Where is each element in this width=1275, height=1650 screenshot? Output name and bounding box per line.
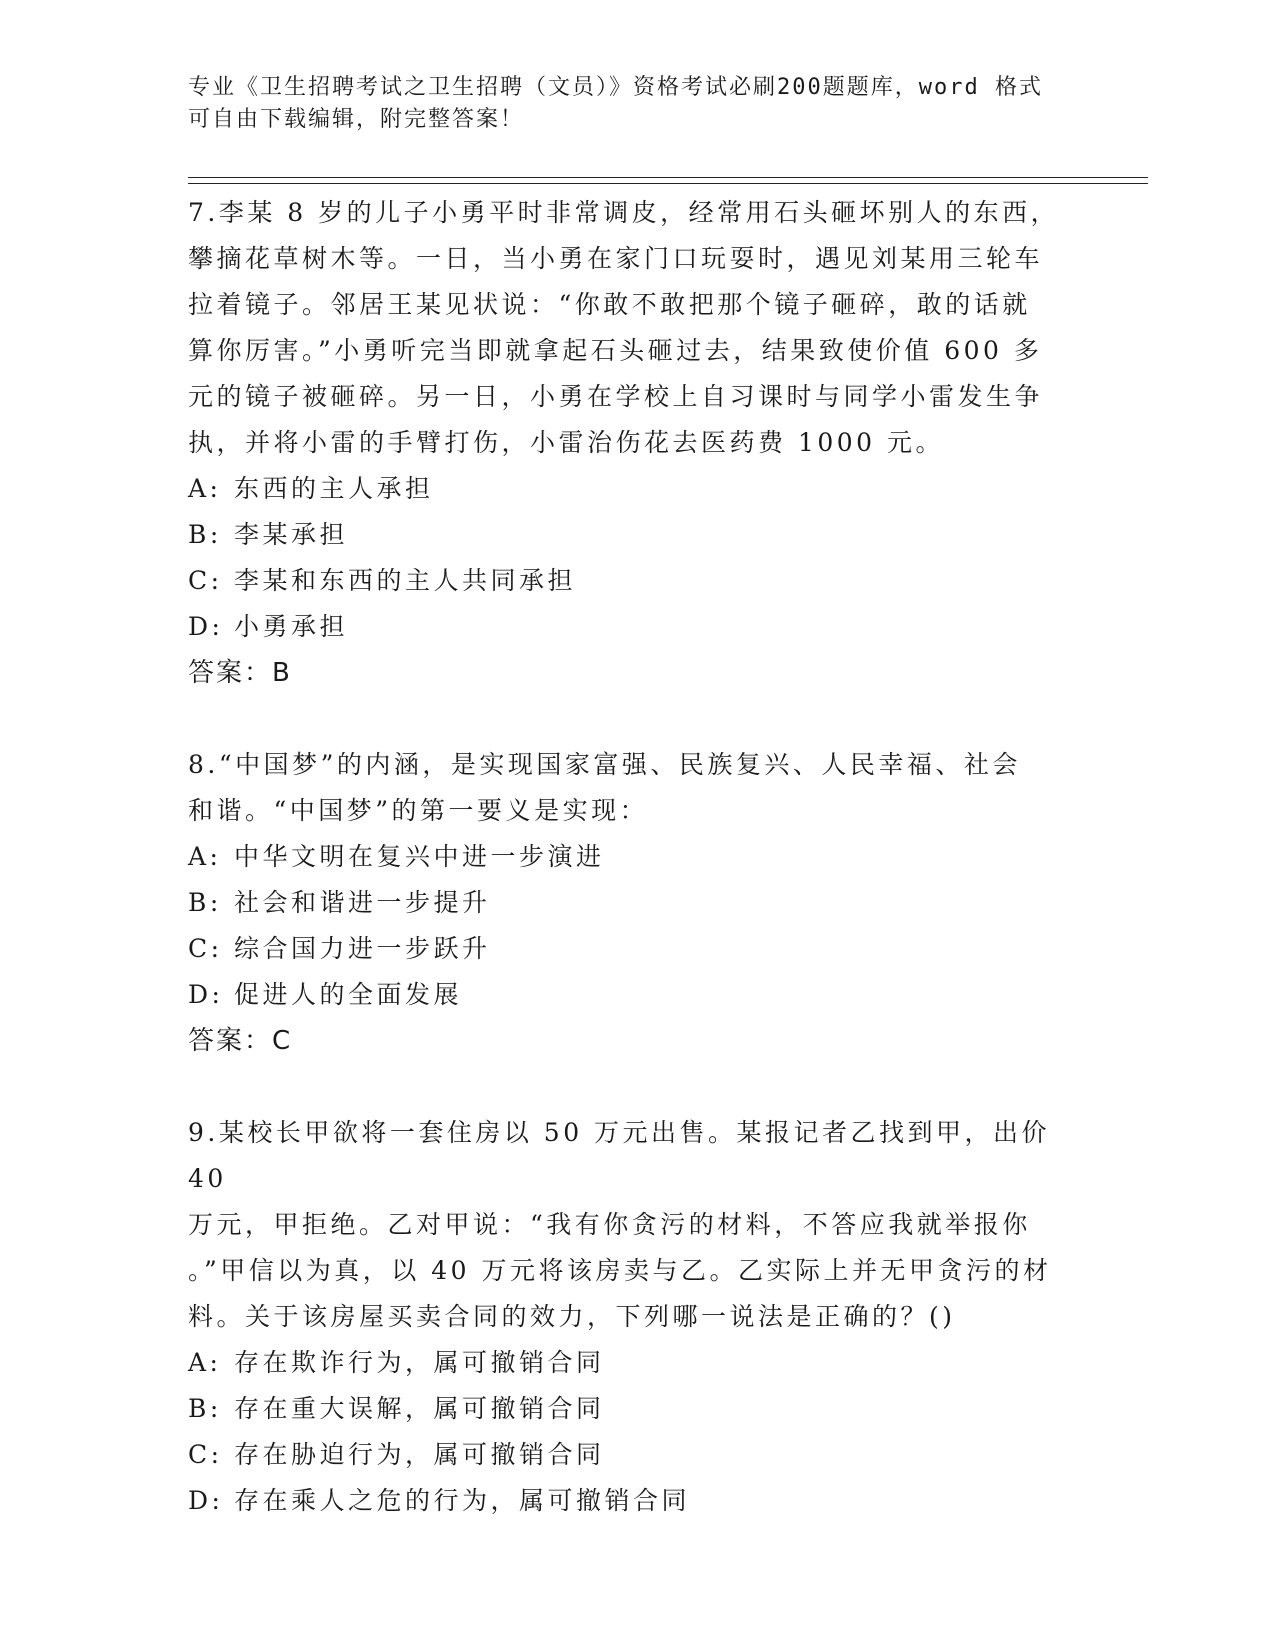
option-text: 小勇承担: [234, 612, 349, 641]
stem-line: 9.某校长甲欲将一套住房以 50 万元出售。某报记者乙找到甲，出价 40: [188, 1118, 1051, 1193]
header-divider-top: [188, 177, 1148, 178]
option-b: [188, 512, 1088, 558]
option-text: 存在重大误解，属可撤销合同: [234, 1394, 605, 1423]
option-a: [188, 466, 1088, 512]
option-d: [188, 604, 1088, 650]
option-letter: A:: [188, 842, 222, 871]
option-text: 存在欺诈行为，属可撤销合同: [234, 1348, 605, 1377]
option-letter: A:: [188, 474, 222, 503]
stem-line: 料。关于该房屋买卖合同的效力，下列哪一说法是正确的？(): [188, 1302, 956, 1331]
document-header: [188, 72, 1068, 136]
question-spacer: [188, 696, 1088, 742]
stem-line: 7.李某 8 岁的儿子小勇平时非常调皮，经常用石头砸坏别人的东西，: [188, 198, 1060, 227]
option-letter: D:: [188, 612, 224, 641]
stem-line: 元的镜子被砸碎。另一日，小勇在学校上自习课时与同学小雷发生争: [188, 382, 1044, 411]
option-c: [188, 1432, 1088, 1478]
option-letter: C:: [188, 1440, 223, 1469]
question-spacer: [188, 1064, 1088, 1110]
option-text: 存在胁迫行为，属可撤销合同: [234, 1440, 605, 1469]
option-a: [188, 1340, 1088, 1386]
option-text: 东西的主人承担: [234, 474, 434, 503]
stem-line: 执，并将小雷的手臂打伤，小雷治伤花去医药费 1000 元。: [188, 428, 945, 457]
stem-line: 拉着镜子。邻居王某见状说：“你敢不敢把那个镜子砸碎，敢的话就: [188, 290, 1031, 319]
option-letter: B:: [188, 520, 222, 549]
question-list: [188, 190, 1088, 1524]
option-text: 李某和东西的主人共同承担: [234, 566, 577, 595]
question-stem: [188, 1110, 1088, 1340]
option-text: 中华文明在复兴中进一步演进: [234, 842, 605, 871]
stem-line: 攀摘花草树木等。一日，当小勇在家门口玩耍时，遇见刘某用三轮车: [188, 244, 1044, 273]
header-divider-bottom: [188, 183, 1148, 184]
stem-line: 8.“中国梦”的内涵，是实现国家富强、民族复兴、人民幸福、社会: [188, 750, 1021, 779]
stem-line: 算你厉害。”小勇听完当即就拿起石头砸过去，结果致使价值 600 多: [188, 336, 1043, 365]
option-b: [188, 1386, 1088, 1432]
stem-line: 和谐。“中国梦”的第一要义是实现：: [188, 796, 649, 825]
option-text: 社会和谐进一步提升: [234, 888, 491, 917]
option-letter: C:: [188, 934, 223, 963]
option-b: [188, 880, 1088, 926]
option-d: [188, 972, 1088, 1018]
option-a: [188, 834, 1088, 880]
option-letter: A:: [188, 1348, 222, 1377]
question-stem: [188, 742, 1088, 834]
option-text: 李某承担: [234, 520, 349, 549]
answer-line: 答案：C: [188, 1026, 293, 1056]
option-letter: B:: [188, 888, 222, 917]
answer-line: 答案：B: [188, 658, 292, 688]
stem-line: 万元，甲拒绝。乙对甲说：“我有你贪污的材料，不答应我就举报你: [188, 1210, 1031, 1239]
question-8: [188, 742, 1088, 1064]
question-stem: [188, 190, 1088, 466]
option-letter: D:: [188, 980, 224, 1009]
option-letter: C:: [188, 566, 223, 595]
option-text: 综合国力进一步跃升: [234, 934, 491, 963]
option-letter: B:: [188, 1394, 222, 1423]
option-d: [188, 1478, 1088, 1524]
question-9: [188, 1110, 1088, 1524]
question-7: [188, 190, 1088, 696]
header-line-2: 可自由下载编辑，附完整答案！: [188, 107, 525, 132]
option-text: 存在乘人之危的行为，属可撤销合同: [234, 1486, 691, 1515]
option-c: [188, 926, 1088, 972]
stem-line: 。”甲信以为真，以 40 万元将该房卖与乙。乙实际上并无甲贪污的材: [188, 1256, 1052, 1285]
option-letter: D:: [188, 1486, 224, 1515]
option-c: [188, 558, 1088, 604]
header-line-1: 专业《卫生招聘考试之卫生招聘（文员）》资格考试必刷200题题库，word 格式: [188, 75, 1043, 100]
option-text: 促进人的全面发展: [234, 980, 463, 1009]
